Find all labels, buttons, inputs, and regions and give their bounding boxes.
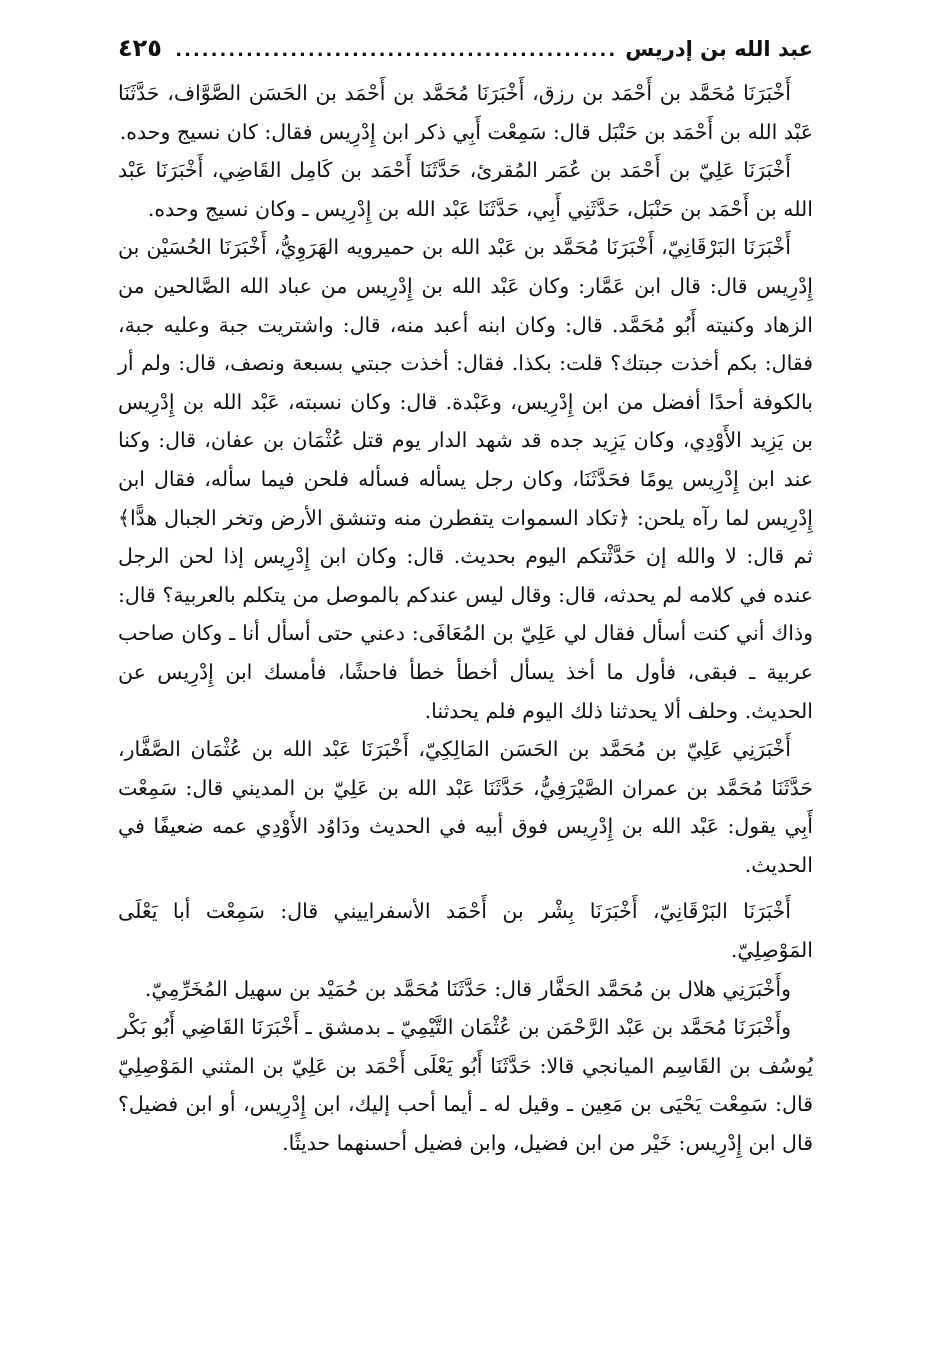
paragraph: وأَخْبَرَنِي هلال بن مُحَمَّد الحَفَّار قال: حَدَّثَنَا مُحَمَّد بن حُمَيْد بن سهيل المُخَرِّمِيّ.	[144, 976, 791, 1001]
running-header	[118, 34, 813, 74]
paragraph: أَخْبَرَنِي عَلِيّ بن مُحَمَّد بن الحَسَن المَالِكِيّ، أَخْبَرَنَا عَبْد الله بن عُثْمَان الصَّفَّار، حَدَّثَنَا مُحَمَّد بن عمران الصَّيْرَفِيُّ، حَدَّثَنَا عَبْد الله بن عَلِيّ بن المديني قال: سَمِعْت أَبِي يقول: عَبْد الله بن إِدْرِيس فوق أبيه في الحديث ودَاوُد الأَوْدِي عمه ضعيفًا في الحديث.	[118, 737, 813, 877]
paragraph: أَخْبَرَنَا عَلِيّ بن أَحْمَد بن عُمَر المُقرئ، حَدَّثَنَا أَحْمَد بن كَامِل القَاضِي، أَخْبَرَنَا عَبْد الله بن أَحْمَد بن حَنْبَل، حَدَّثَنِي أَبِي، حَدَّثَنَا عَبْد الله بن إِدْرِيس ـ وكان نسيج وحده.	[118, 158, 813, 221]
paragraph: أَخْبَرَنَا البَرْقَانِيّ، أَخْبَرَنَا مُحَمَّد بن عَبْد الله بن حميرويه الهَرَوِيُّ، أَخْبَرَنَا الحُسَيْن بن إِدْرِيس قال: قال ابن عَمَّار: وكان عَبْد الله بن إِدْرِيس من عباد الله الصَّالحين من الزهاد وكنيته أَبُو مُحَمَّد. قال: وكان ابنه أعبد منه، قال: واشتريت جبة وعليه جبة، فقال: بكم أخذت جبتك؟ قلت: بكذا. فقال: أخذت جبتي بسبعة ونصف، قال: ولم أر بالكوفة أحدًا أفضل من ابن إِدْرِيس، وعَبْدة. قال: وكان نسبته، عَبْد الله بن إِدْرِيس بن يَزِيد الأَوْدِي، وكان يَزِيد جده قد شهد الدار يوم قتل عُثْمَان بن عفان، قال: وكنا عند ابن إِدْرِيس يومًا فحَدَّثَنَا، وكان رجل يسأله فسأله فلحن فيما سأله، فقال ابن إِدْرِيس لما رآه يلحن: ﴿تكاد السموات يتفطرن منه وتنشق الأرض وتخر الجبال هدًّا﴾ ثم قال: لا والله إن حَدَّثْتكم اليوم بحديث. قال: وكان ابن إِدْرِيس إذا لحن الرجل عنده في كلامه لم يحدثه، قال: وقال ليس عندكم بالموصل من يتكلم بالعربية؟ قال: وذاك أني كنت أسأل فقال لي عَلِيّ بن المُعَافَى: دعني حتى أسأل أنا ـ وكان صاحب عربية ـ فبقى، فأول ما أخذ يسأل أخطأ خطأ فاحشًا، فأمسك ابن إِدْرِيس عن الحديث. وحلف ألا يحدثنا ذلك اليوم فلم يحدثنا.	[118, 235, 813, 723]
leader-dots: ..................................................	[175, 40, 618, 61]
running-title: عبد الله بن إدريس	[625, 37, 813, 61]
paragraph: أَخْبَرَنَا البَرْقَانِيّ، أَخْبَرَنَا بِشْر بن أَحْمَد الأسفراييني قال: سَمِعْت أبا يَعْلَى المَوْصِلِيّ.	[118, 899, 813, 963]
paragraph: وأَخْبَرَنَا مُحَمَّد بن عَبْد الرَّحْمَن بن عُثْمَان التَّيْمِيّ ـ بدمشق ـ أَخْبَرَنَا القَاضِي أَبُو بَكْر يُوسُف بن القَاسِم الميانجي قالا: حَدَّثَنَا أَبُو يَعْلَى أَحْمَد بن عَلِيّ بن المثني المَوْصِلِيّ قال: سَمِعْت يَحْيَى بن مَعِين ـ وقيل له ـ أيما أحب إليك، ابن إِدْرِيس، أو ابن فضيل؟ قال ابن إِدْرِيس: خَيْر من ابن فضيل، وابن فضيل أحسنهما حديثًا.	[118, 1015, 813, 1156]
paragraph: أَخْبَرَنَا مُحَمَّد بن أَحْمَد بن رزق، أَخْبَرَنَا مُحَمَّد بن أَحْمَد بن الحَسَن الصَّوَّاف، حَدَّثَنَا عَبْد الله بن أَحْمَد بن حَنْبَل قال: سَمِعْت أَبِي ذكر ابن إِدْرِيس فقال: كان نسيج وحده.	[118, 81, 813, 144]
page-number: ٤٢٥	[118, 34, 162, 62]
body-text	[118, 74, 813, 1163]
